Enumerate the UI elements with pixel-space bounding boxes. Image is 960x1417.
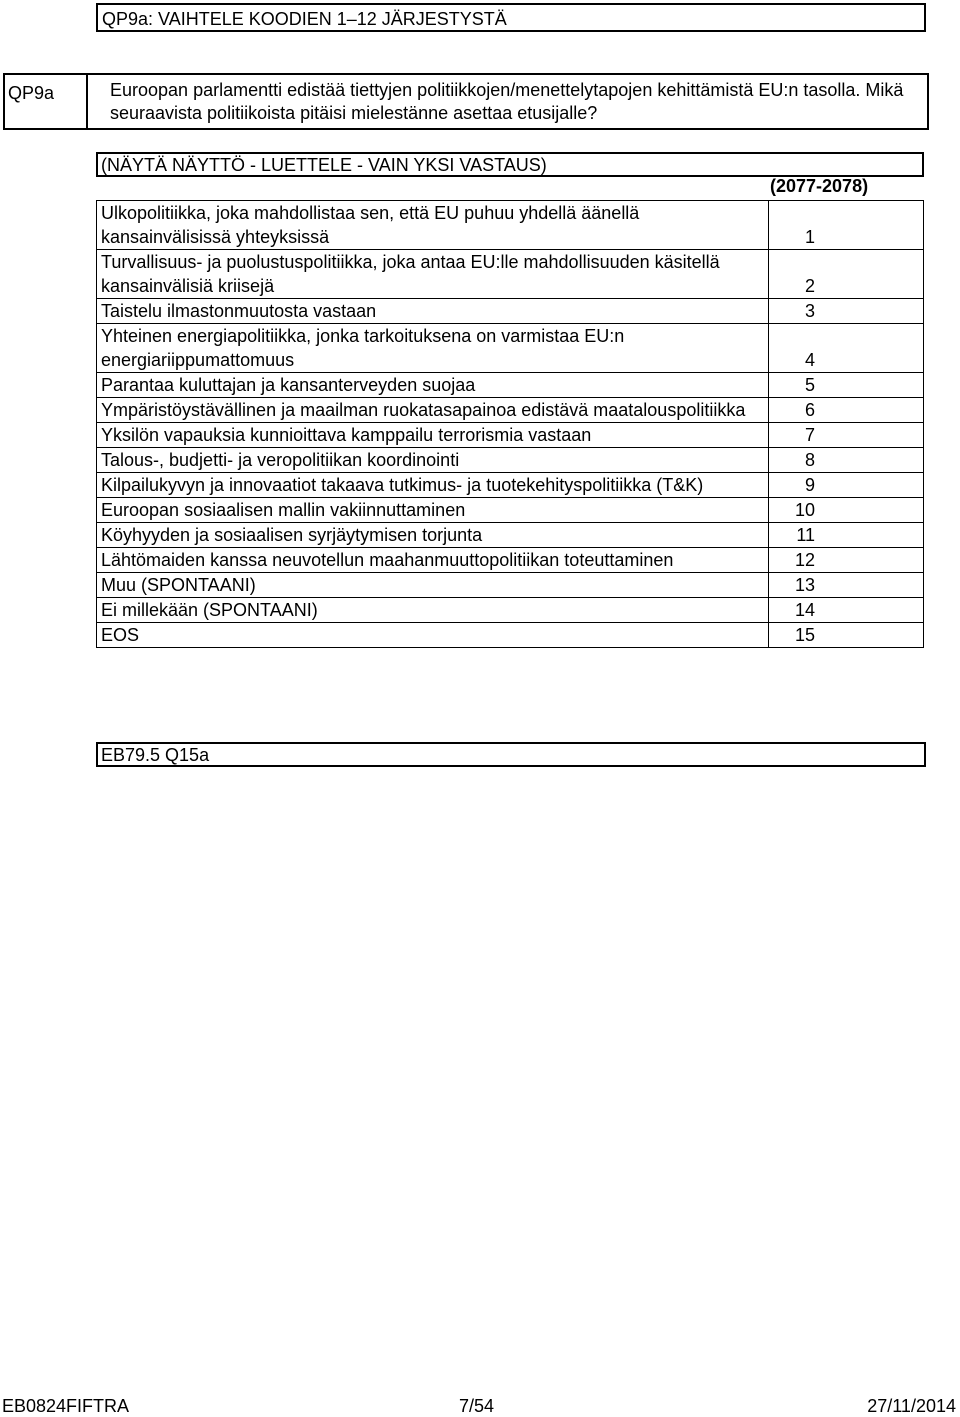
column-separator [768, 201, 769, 249]
answer-row [96, 397, 924, 423]
answer-label: EOS [101, 625, 140, 645]
question-code: QP9a [8, 83, 55, 103]
answer-code: 10 [794, 500, 815, 520]
answer-label: Taistelu ilmastonmuutosta vastaan [101, 301, 377, 321]
reference-text: EB79.5 Q15a [101, 745, 210, 765]
answer-row [96, 547, 924, 573]
answer-code: 5 [804, 375, 815, 395]
answer-row [96, 298, 924, 324]
column-separator [768, 598, 769, 622]
column-reference: (2077-2078) [770, 176, 869, 196]
footer-doc-id: EB0824FIFTRA [2, 1396, 130, 1416]
answer-label: Kilpailukyvyn ja innovaatiot takaava tutkimus- ja tuotekehityspolitiikka (T&K) [101, 475, 704, 495]
answer-code: 6 [804, 400, 815, 420]
answer-label: Ei millekään (SPONTAANI) [101, 600, 318, 620]
answer-row [96, 472, 924, 498]
answer-code: 14 [794, 600, 815, 620]
answer-row [96, 323, 924, 373]
answer-code: 13 [794, 575, 815, 595]
answer-row [96, 497, 924, 523]
column-separator [768, 448, 769, 472]
column-separator [768, 573, 769, 597]
answer-row [96, 622, 924, 648]
footer-date: 27/11/2014 [867, 1396, 956, 1416]
answer-code: 8 [804, 450, 815, 470]
instruction-box [96, 152, 924, 177]
answer-code: 3 [804, 301, 815, 321]
question-divider [86, 75, 88, 128]
column-separator [768, 299, 769, 323]
column-separator [768, 398, 769, 422]
footer-page: 7/54 [459, 1396, 495, 1416]
answer-code: 1 [804, 227, 815, 247]
question-text: Euroopan parlamentti edistää tiettyjen politiikkojen/menettelytapojen kehittämistä EU:n tasolla. Mikä seuraavista politiikoista pitäisi mielestänne asettaa etusijalle? [110, 80, 904, 123]
answer-label: Yksilön vapauksia kunnioittava kamppailu terrorismia vastaan [101, 425, 592, 445]
answer-code: 7 [804, 425, 815, 445]
answer-label: Yhteinen energiapolitiikka, jonka tarkoituksena on varmistaa EU:n energiariippumattomuus [101, 326, 625, 370]
answer-label: Euroopan sosiaalisen mallin vakiinnuttaminen [101, 500, 466, 520]
column-separator [768, 423, 769, 447]
answer-code: 15 [794, 625, 815, 645]
answer-row [96, 447, 924, 473]
answer-label: Parantaa kuluttajan ja kansanterveyden suojaa [101, 375, 476, 395]
answer-label: Ulkopolitiikka, joka mahdollistaa sen, että EU puhuu yhdellä äänellä kansainvälisissä yhteyksissä [101, 203, 640, 247]
answer-code: 2 [804, 276, 815, 296]
answer-code: 9 [804, 475, 815, 495]
answer-row [96, 200, 924, 250]
answer-label: Ympäristöystävällinen ja maailman ruokatasapainoa edistävä maatalouspolitiikka [101, 400, 746, 420]
column-separator [768, 473, 769, 497]
answer-row [96, 249, 924, 299]
answer-label: Talous-, budjetti- ja veropolitiikan koordinointi [101, 450, 460, 470]
answer-label: Lähtömaiden kanssa neuvotellun maahanmuuttopolitiikan toteuttaminen [101, 550, 674, 570]
answer-row [96, 572, 924, 598]
answer-label: Turvallisuus- ja puolustuspolitiikka, joka antaa EU:lle mahdollisuuden käsitellä kansainvälisiä kriisejä [101, 252, 720, 296]
column-separator [768, 523, 769, 547]
answer-row [96, 422, 924, 448]
page-title: QP9a: VAIHTELE KOODIEN 1–12 JÄRJESTYSTÄ [102, 9, 507, 29]
column-separator [768, 250, 769, 298]
answer-code: 4 [804, 350, 815, 370]
answer-code: 12 [794, 550, 815, 570]
column-separator [768, 373, 769, 397]
instruction-text: (NÄYTÄ NÄYTTÖ - LUETTELE - VAIN YKSI VASTAUS) [101, 155, 547, 175]
column-separator [768, 498, 769, 522]
answer-label: Köyhyyden ja sosiaalisen syrjäytymisen torjunta [101, 525, 483, 545]
title-box [96, 3, 926, 32]
reference-box [96, 742, 926, 767]
answer-row [96, 597, 924, 623]
column-separator [768, 548, 769, 572]
column-separator [768, 324, 769, 372]
answer-label: Muu (SPONTAANI) [101, 575, 256, 595]
answer-list [96, 201, 924, 648]
column-separator [768, 623, 769, 647]
answer-row [96, 372, 924, 398]
answer-row [96, 522, 924, 548]
answer-code: 11 [796, 525, 815, 545]
